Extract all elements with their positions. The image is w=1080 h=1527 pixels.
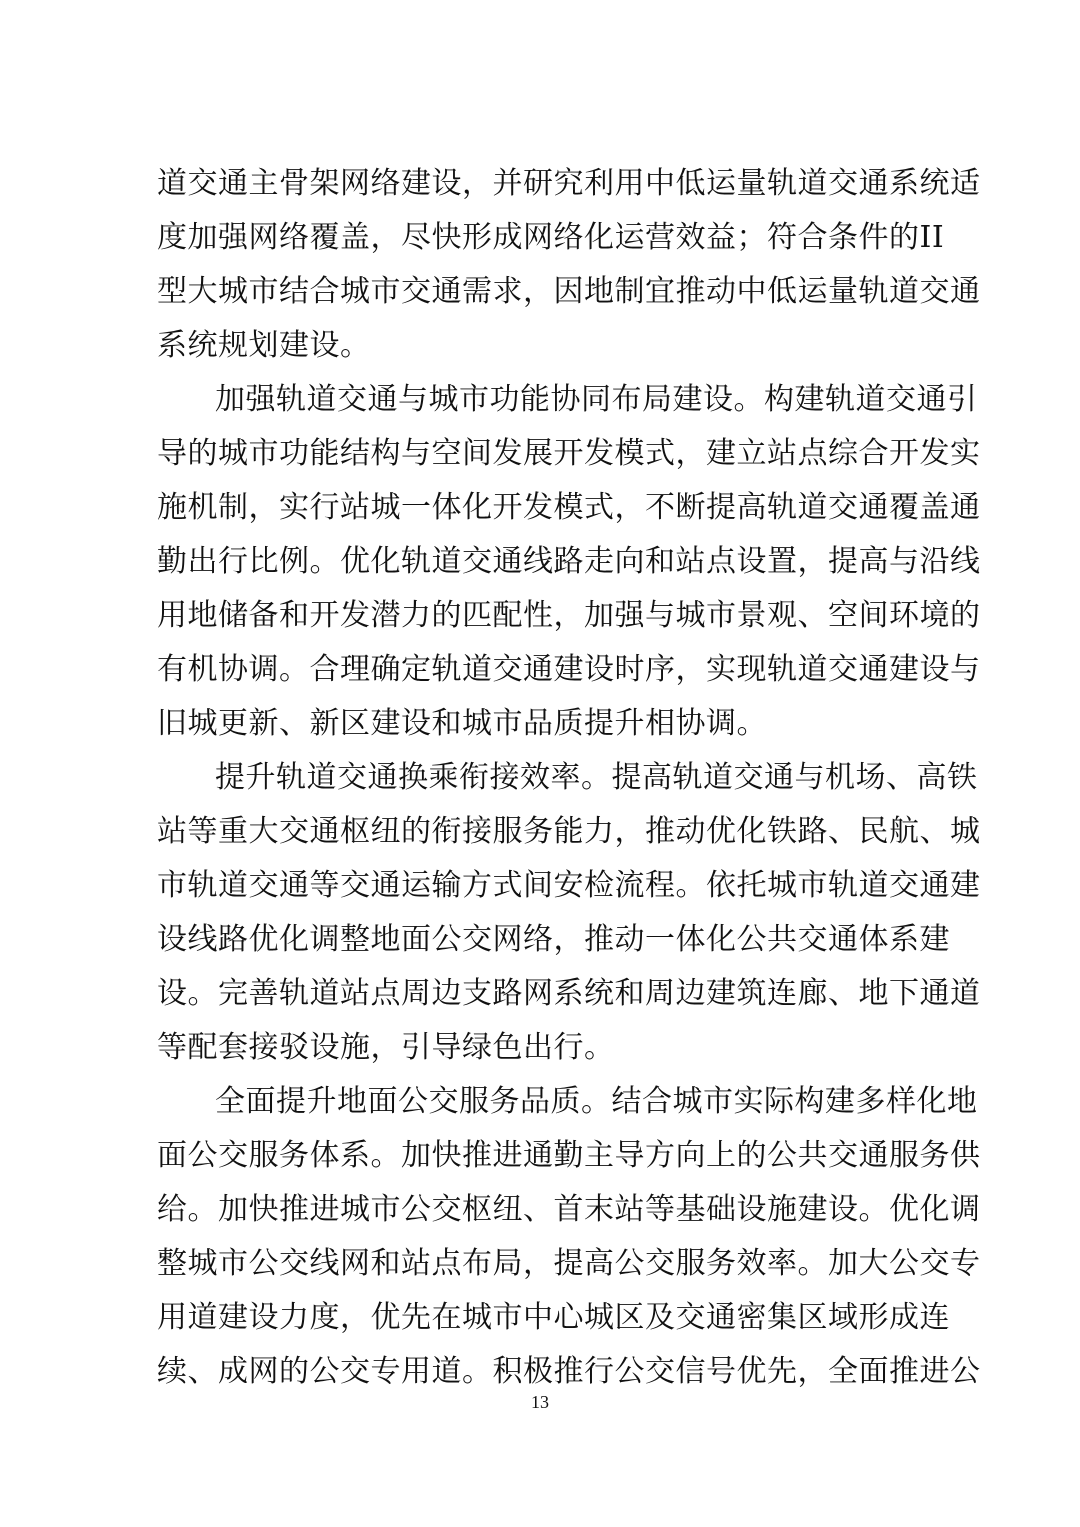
text-line: 度加强网络覆盖，尽快形成网络化运营效益；符合条件的II — [157, 220, 945, 255]
text-line: 系统规划建设。 — [157, 328, 371, 363]
text-line: 旧城更新、新区建设和城市品质提升相协调。 — [157, 706, 767, 741]
text-line: 市轨道交通等交通运输方式间安检流程。依托城市轨道交通建 — [157, 868, 981, 903]
body-text — [157, 157, 981, 1399]
text-line: 站等重大交通枢纽的衔接服务能力，推动优化铁路、民航、城 — [157, 814, 981, 849]
paragraph-heading-line: 提升轨道交通换乘衔接效率。提高轨道交通与机场、高铁 — [215, 760, 978, 795]
paragraph-heading-line: 全面提升地面公交服务品质。结合城市实际构建多样化地 — [215, 1084, 978, 1119]
text-line: 用道建设力度，优先在城市中心城区及交通密集区域形成连 — [157, 1300, 950, 1335]
text-line: 勤出行比例。优化轨道交通线路走向和站点设置，提高与沿线 — [157, 544, 981, 579]
text-line: 续、成网的公交专用道。积极推行公交信号优先，全面推进公 — [157, 1354, 981, 1389]
text-line: 型大城市结合城市交通需求，因地制宜推动中低运量轨道交通 — [157, 274, 981, 309]
page-number: 13 — [531, 1392, 549, 1412]
text-line: 等配套接驳设施，引导绿色出行。 — [157, 1030, 615, 1065]
text-line: 设。完善轨道站点周边支路网系统和周边建筑连廊、地下通道 — [157, 976, 981, 1011]
text-line: 用地储备和开发潜力的匹配性，加强与城市景观、空间环境的 — [157, 598, 981, 633]
text-line: 整城市公交线网和站点布局，提高公交服务效率。加大公交专 — [157, 1246, 981, 1281]
text-line: 设线路优化调整地面公交网络，推动一体化公共交通体系建 — [157, 922, 950, 957]
paragraph-heading-line: 加强轨道交通与城市功能协同布局建设。构建轨道交通引 — [215, 382, 978, 417]
text-line: 有机协调。合理确定轨道交通建设时序，实现轨道交通建设与 — [157, 652, 981, 687]
text-line: 导的城市功能结构与空间发展开发模式，建立站点综合开发实 — [157, 436, 981, 471]
text-line: 施机制，实行站城一体化开发模式，不断提高轨道交通覆盖通 — [157, 490, 981, 525]
text-line: 给。加快推进城市公交枢纽、首末站等基础设施建设。优化调 — [157, 1192, 981, 1227]
text-line: 面公交服务体系。加快推进通勤主导方向上的公共交通服务供 — [157, 1138, 981, 1173]
text-line: 道交通主骨架网络建设，并研究利用中低运量轨道交通系统适 — [157, 166, 981, 201]
